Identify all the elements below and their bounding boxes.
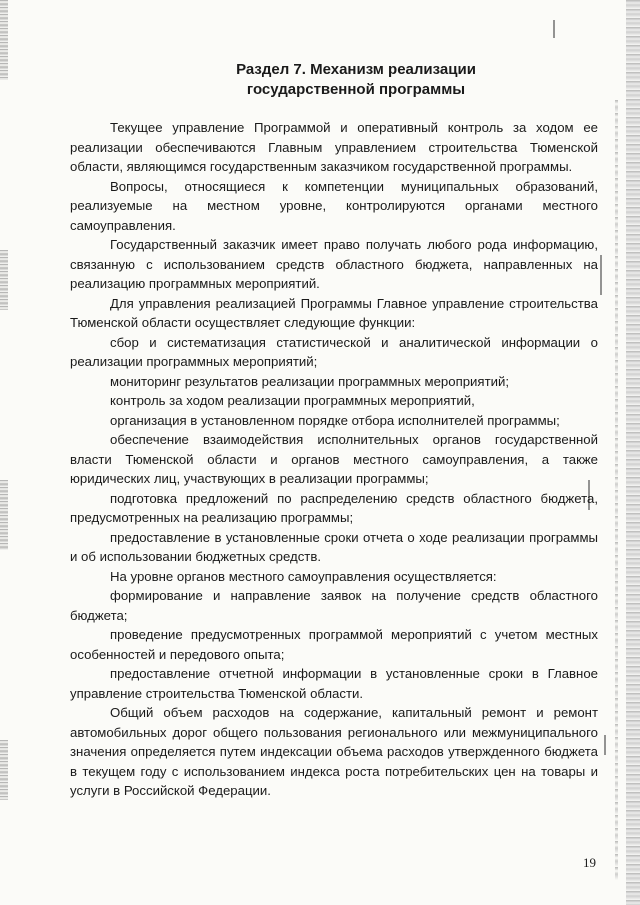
paragraph: предоставление в установленные сроки отчета о ходе реализации программы и об использовании бюджетных средств.	[70, 529, 598, 564]
page-number: 19	[583, 855, 596, 870]
paragraph: Текущее управление Программой и оперативный контроль за ходом ее реализации обеспечиваются Главным управлением строительства Тюменской области, являющимся государственным заказчиком государственной программы.	[70, 120, 598, 174]
paragraph: организация в установленном порядке отбора исполнителей программы;	[110, 412, 560, 428]
scan-edge-left	[0, 480, 8, 550]
paragraph: Государственный заказчик имеет право получать любого рода информацию, связанную с использованием средств областного бюджета, направленных на реализацию программных мероприятий.	[70, 237, 598, 291]
scan-edge-left	[0, 740, 8, 800]
scan-edge-right	[626, 0, 640, 905]
scan-speck	[553, 20, 555, 38]
scan-speck	[600, 255, 602, 295]
paragraph: Вопросы, относящиеся к компетенции муниципальных образований, реализуемые на местном уровне, контролируются органами местного самоуправления.	[70, 178, 598, 233]
paragraph: подготовка предложений по распределению средств областного бюджета, предусмотренных на реализацию программы;	[70, 490, 598, 525]
paragraph: предоставление отчетной информации в установленные сроки в Главное управление строительства Тюменской области.	[70, 666, 598, 701]
paragraph: формирование и направление заявок на получение средств областного бюджета;	[70, 588, 598, 623]
scan-edge-left	[0, 0, 8, 80]
section-subtitle: государственной программы	[246, 81, 466, 98]
paragraph: Для управления реализацией Программы Главное управление строительства Тюменской области осуществляет следующие функции:	[70, 295, 598, 330]
paragraph: контроль за ходом реализации программных мероприятий,	[110, 393, 475, 408]
scan-edge-left	[0, 250, 8, 310]
body-text	[70, 118, 598, 801]
scan-edge-line	[615, 100, 618, 880]
paragraph: мониторинг результатов реализации программных мероприятий;	[110, 373, 510, 389]
paragraph: Общий объем расходов на содержание, капитальный ремонт и ремонт автомобильных дорог общего пользования регионального или межмуниципального значения определяется путем индексации объема расходов утвержденного бюджета в текущем году с использованием индекса роста потребительских цен на товары и услуги в Российской Федерации.	[70, 705, 598, 798]
paragraph: проведение предусмотренных программой мероприятий с учетом местных особенностей и передового опыта;	[70, 627, 598, 662]
scan-speck	[604, 735, 606, 755]
paragraph: сбор и систематизация статистической и аналитической информации о реализации программных мероприятий;	[70, 334, 598, 369]
paragraph: На уровне органов местного самоуправления осуществляется:	[110, 568, 497, 584]
section-title: Раздел 7. Механизм реализации	[236, 61, 476, 78]
paragraph: обеспечение взаимодействия исполнительных органов государственной власти Тюменской области и органов местного самоуправления, а также юридических лиц, участвующих в реализации программы;	[70, 432, 598, 486]
